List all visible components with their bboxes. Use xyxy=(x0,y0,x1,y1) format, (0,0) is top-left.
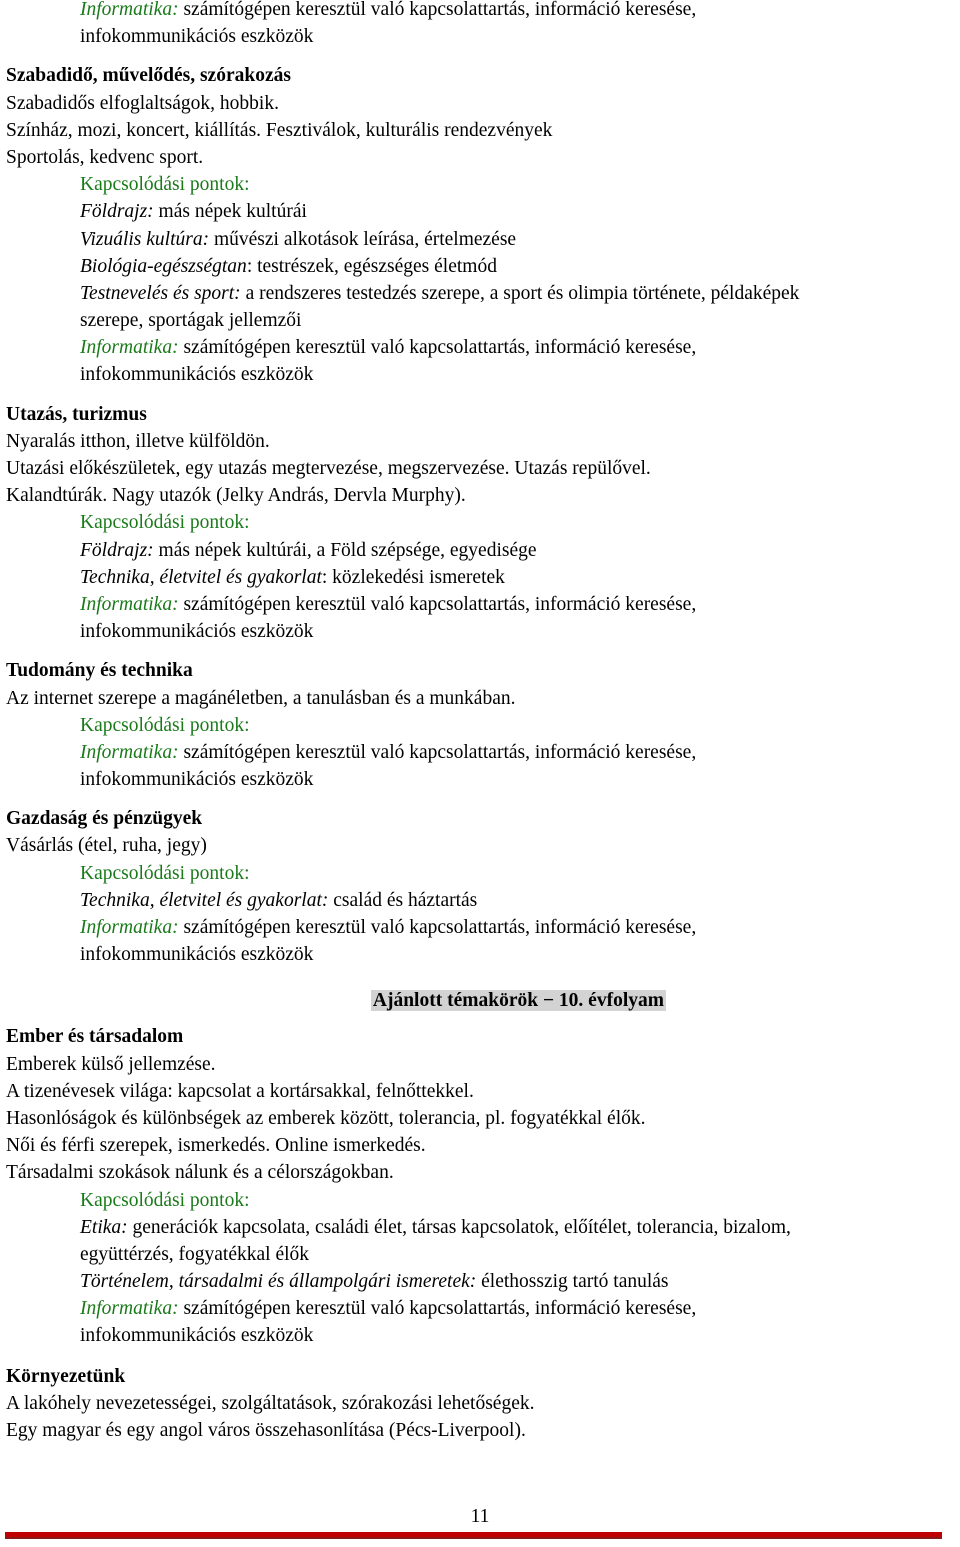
section-title: Ember és társadalom xyxy=(6,1026,184,1048)
subject-text: család és háztartás xyxy=(328,889,478,911)
subject-label: Informatika: xyxy=(80,337,179,359)
subject-text: számítógépen keresztül való kapcsolattartás, információ keresése, xyxy=(178,337,697,359)
subject-label: Földrajz: xyxy=(80,201,154,223)
connection-item xyxy=(6,591,956,618)
subject-text: : közlekedési ismeretek xyxy=(321,566,505,588)
subject-text: a rendszeres testedzés szerepe, a sport és olimpia története, példaképek xyxy=(240,282,800,304)
subject-label: Történelem, társadalmi és állampolgári ismeretek: xyxy=(80,1271,477,1293)
subject-text: számítógépen keresztül való kapcsolattartás, információ keresése, xyxy=(178,593,697,615)
connection-item xyxy=(6,1268,956,1295)
subject-label: Informatika: xyxy=(80,0,179,20)
subject-text: : testrészek, egészséges életmód xyxy=(246,255,497,277)
section-title: Utazás, turizmus xyxy=(6,403,147,425)
subject-text: élethosszig tartó tanulás xyxy=(476,1271,669,1293)
footer-rule xyxy=(5,1532,942,1537)
connection-continuation: együttérzés, fogyatékkal élők xyxy=(80,1243,310,1265)
subject-text: generációk kapcsolata, családi élet, társas kapcsolatok, előítélet, tolerancia, bizalom, xyxy=(127,1216,791,1238)
connections-heading: Kapcsolódási pontok: xyxy=(80,714,250,736)
topic-line: Nyaralás itthon, illetve külföldön. xyxy=(6,430,270,452)
section-title: Környezetünk xyxy=(6,1365,126,1387)
subject-label: Technika, életvitel és gyakorlat xyxy=(80,566,322,588)
subject-label: Technika, életvitel és gyakorlat: xyxy=(80,889,329,911)
subject-label: Informatika: xyxy=(80,1298,179,1320)
subject-label: Testnevelés és sport: xyxy=(80,282,241,304)
topic-line: Társadalmi szokások nálunk és a célországokban. xyxy=(6,1162,394,1184)
subject-text: más népek kultúrái, a Föld szépsége, egyedisége xyxy=(153,539,537,561)
subject-label: Etika: xyxy=(80,1216,128,1238)
subject-label: Földrajz: xyxy=(80,539,154,561)
connection-item xyxy=(6,914,956,941)
topic-line: Szabadidős elfoglaltságok, hobbik. xyxy=(6,92,279,114)
subject-text: számítógépen keresztül való kapcsolattartás, információ keresése, xyxy=(178,0,697,20)
subject-text: számítógépen keresztül való kapcsolattartás, információ keresése, xyxy=(178,741,697,763)
connection-continuation: szerepe, sportágak jellemzői xyxy=(80,310,302,332)
topic-line: Női és férfi szerepek, ismerkedés. Online ismerkedés. xyxy=(6,1135,426,1157)
connection-continuation: infokommunikációs eszközök xyxy=(80,944,314,966)
topic-line: A lakóhely nevezetességei, szolgáltatások, szórakozási lehetőségek. xyxy=(6,1392,535,1414)
connection-item xyxy=(6,253,956,280)
topic-line: Színház, mozi, koncert, kiállítás. Fesztiválok, kulturális rendezvények xyxy=(6,119,553,141)
connection-continuation: infokommunikációs eszközök xyxy=(80,769,314,791)
subject-text: más népek kultúrái xyxy=(153,201,307,223)
topic-line: A tizenévesek világa: kapcsolat a kortársakkal, felnőttekkel. xyxy=(6,1080,474,1102)
subject-text: művészi alkotások leírása, értelmezése xyxy=(209,228,517,250)
document-page xyxy=(6,0,956,1444)
topic-line: Kalandtúrák. Nagy utazók (Jelky András, Dervla Murphy). xyxy=(6,485,466,507)
subject-label: Biológia-egészségtan xyxy=(80,255,247,277)
year-heading: Ajánlott témakörök − 10. évfolyam xyxy=(372,990,664,1012)
connection-item xyxy=(6,1214,956,1241)
section-title: Gazdaság és pénzügyek xyxy=(6,808,203,830)
section-title: Tudomány és technika xyxy=(6,660,193,682)
topic-line: Emberek külső jellemzése. xyxy=(6,1053,216,1075)
page-number: 11 xyxy=(470,1506,490,1527)
connection-item xyxy=(6,334,956,361)
connections-heading: Kapcsolódási pontok: xyxy=(80,1189,250,1211)
connection-item xyxy=(6,226,956,253)
connection-item xyxy=(6,564,956,591)
connection-item xyxy=(6,1295,956,1322)
connection-continuation: infokommunikációs eszközök xyxy=(80,621,314,643)
topic-line: Hasonlóságok és különbségek az emberek között, tolerancia, pl. fogyatékkal élők. xyxy=(6,1107,646,1129)
year-heading-row xyxy=(6,987,956,1017)
subject-label: Informatika: xyxy=(80,741,179,763)
section-title: Szabadidő, művelődés, szórakozás xyxy=(6,65,291,87)
connection-item xyxy=(6,280,956,307)
connection-continuation: infokommunikációs eszközök xyxy=(80,26,314,48)
subject-label: Informatika: xyxy=(80,593,179,615)
connections-heading: Kapcsolódási pontok: xyxy=(80,174,250,196)
connection-continuation: infokommunikációs eszközök xyxy=(80,1325,314,1347)
subject-label: Vizuális kultúra: xyxy=(80,228,210,250)
connection-informatika xyxy=(6,0,956,23)
topic-line: Egy magyar és egy angol város összehasonlítása (Pécs-Liverpool). xyxy=(6,1420,526,1441)
subject-text: számítógépen keresztül való kapcsolattartás, információ keresése, xyxy=(178,1298,697,1320)
connection-item xyxy=(6,887,956,914)
connections-heading: Kapcsolódási pontok: xyxy=(80,512,250,534)
connection-item xyxy=(6,739,956,766)
topic-line: Az internet szerepe a magánéletben, a tanulásban és a munkában. xyxy=(6,687,516,709)
connection-item xyxy=(6,537,956,564)
connection-item xyxy=(6,198,956,225)
subject-label: Informatika: xyxy=(80,917,179,938)
connections-heading: Kapcsolódási pontok: xyxy=(80,862,250,884)
connection-continuation: infokommunikációs eszközök xyxy=(80,364,314,386)
subject-text: számítógépen keresztül való kapcsolattartás, információ keresése, xyxy=(178,917,697,938)
topic-line: Utazási előkészületek, egy utazás megtervezése, megszervezése. Utazás repülővel. xyxy=(6,458,651,479)
topic-line: Vásárlás (étel, ruha, jegy) xyxy=(6,835,207,857)
topic-line: Sportolás, kedvenc sport. xyxy=(6,146,204,168)
